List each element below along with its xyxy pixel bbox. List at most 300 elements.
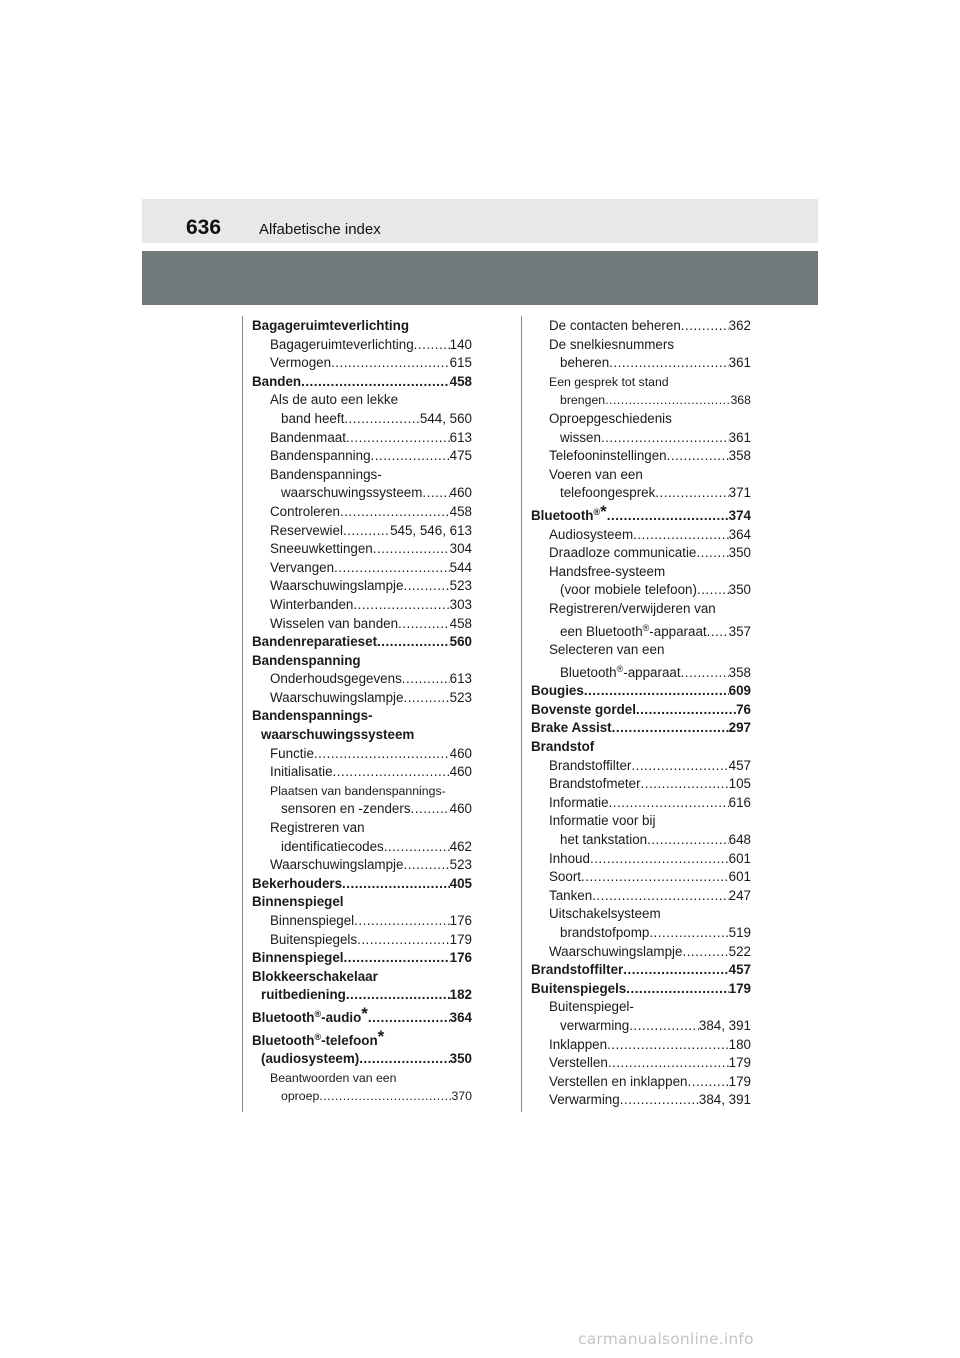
page-reference: 368 [730,393,751,408]
index-entry [531,641,751,660]
page-reference: 362 [728,318,751,333]
index-term [270,467,382,482]
page-reference: 462 [449,838,472,854]
index-entry [252,800,472,819]
page-reference: 357 [728,623,751,639]
dot-leader [344,949,450,968]
index-entry [531,961,751,980]
index-term [281,800,411,819]
index-term [252,949,344,968]
index-term-text: Bougies [531,683,584,699]
index-term [549,868,581,887]
index-term-text: Reservewiel [270,522,343,538]
index-term-text: identificatiecodes [281,838,384,854]
index-term-text: Audiosysteem [549,526,634,542]
dot-leader [681,317,729,336]
index-term-text: (audiosysteem) [261,1051,360,1067]
index-entry [252,838,472,857]
index-term [549,1091,620,1110]
index-entry [252,856,472,875]
dot-leader [605,391,730,410]
index-term [270,429,346,448]
index-term-text: Verstellen [549,1055,608,1071]
index-term [549,467,643,482]
page-reference: 648 [728,832,751,848]
dot-leader [682,943,728,962]
index-term-suffix: -audio [321,1009,362,1025]
page-reference: 560 [449,634,472,650]
index-term-text: Buitenspiegels [531,980,627,996]
index-term [549,887,592,906]
index-term [549,337,674,352]
index-entry [252,447,472,466]
index-term-text: band heeft [281,410,345,426]
index-term [560,1017,629,1036]
page-reference: 384, 391 [698,1092,751,1108]
page-reference: 460 [449,764,472,780]
index-term [270,596,353,615]
page-reference: 358 [728,448,751,464]
dot-leader [647,831,729,850]
index-term [531,682,584,701]
page-reference: 179 [728,1073,751,1089]
page-number: 636 [186,216,222,239]
index-term [270,670,402,689]
index-entry [531,980,751,999]
page-reference: 457 [728,757,751,773]
dot-leader [353,596,449,615]
index-term [549,526,633,545]
page-reference: 523 [449,857,472,873]
index-term-text: Oproepgeschiedenis [549,410,672,426]
dot-leader [655,484,728,503]
index-term-text: Bekerhouders [252,875,343,891]
index-entry [531,429,751,448]
index-term-text: Voeren van een [549,466,643,482]
index-term-text: Bandenreparatieset [252,634,378,650]
index-entry [252,1028,472,1051]
index-term [549,906,661,921]
index-term-text: Blokkeerschakelaar [252,968,378,984]
dot-leader [581,868,729,887]
index-term-text: Als de auto een lekke [270,392,399,408]
index-term-text: oproep [281,1089,320,1104]
index-entry [531,924,751,943]
dot-leader [403,856,449,875]
page-reference: 609 [728,683,751,699]
index-term [270,559,334,578]
index-entry [252,354,472,373]
index-entry [531,503,751,526]
page-reference: 76 [736,701,751,717]
index-term [549,447,667,466]
index-entry [252,317,472,336]
index-term [270,784,446,798]
index-entry [531,868,751,887]
registered-mark: ® [314,1031,322,1042]
dot-leader [629,1017,699,1036]
index-term-text: Waarschuwingslampje [270,578,404,594]
registered-mark: ® [616,663,624,674]
title-band [142,251,818,305]
index-entry [531,581,751,600]
index-term-text: Controleren [270,503,340,519]
page-reference: 247 [728,887,751,903]
index-entry [252,782,472,801]
index-entry [531,1017,751,1036]
index-term [270,931,357,950]
index-entry [252,912,472,931]
dot-leader [633,526,729,545]
index-entry [252,484,472,503]
index-term [549,375,669,389]
page-reference: 615 [449,355,472,371]
index-term [270,577,403,596]
dot-leader [384,838,450,857]
registered-mark: ® [314,1008,322,1019]
index-entry [531,619,751,642]
index-term [560,354,609,373]
page-reference: 458 [449,503,472,519]
page-reference: 371 [728,485,751,501]
index-term-text: Bagageruimteverlichting [252,318,410,333]
index-term-text: Buitenspiegel- [549,999,634,1015]
dot-leader [687,1073,728,1092]
index-term-suffix: -telefoon [321,1032,378,1048]
page-reference: 616 [728,794,751,810]
index-term-text: De snelkiesnummers [549,336,675,352]
dot-leader [359,1050,449,1069]
index-term-text: Inklappen [549,1036,608,1052]
index-entry [531,812,751,831]
index-entry [531,943,751,962]
index-term-text: Bluetooth [252,1009,315,1025]
page-reference: 176 [449,913,472,928]
dot-leader [354,912,450,931]
index-term-text: Bagageruimteverlichting [270,336,414,352]
index-term-text: Brandstoffilter [531,962,624,978]
index-term-text: Vervangen [270,559,335,575]
dot-leader [346,429,450,448]
index-term [531,719,612,738]
watermark: carmanualsonline.info [578,1330,754,1348]
header-bar [142,199,818,243]
index-entry [252,559,472,578]
dot-leader [649,924,728,943]
index-entry [531,447,751,466]
dot-leader [631,757,728,776]
index-term-text: Binnenspiegel [252,950,344,966]
index-term-text: Bandenspannings- [270,466,382,482]
index-entry [531,466,751,485]
registered-mark: ® [642,622,650,633]
index-term [252,708,373,723]
index-entry [252,652,472,671]
page-reference: 364 [449,1009,472,1025]
index-entry [531,794,751,813]
index-term-text: Registreren van [270,820,365,836]
dot-leader [609,794,729,813]
index-term [270,1071,396,1085]
index-term [261,986,346,1005]
page-reference: 384, 391 [698,1017,751,1033]
dot-leader [607,507,729,526]
index-column-left [252,317,472,1106]
dot-leader [414,336,450,355]
dot-leader [340,503,450,522]
index-term-text: Tanken [549,887,593,903]
index-term [531,701,636,720]
index-entry [252,931,472,950]
dot-leader [411,800,450,819]
index-entry [531,373,751,392]
dot-leader [601,429,729,448]
index-entry [531,317,751,336]
index-term [270,912,354,931]
index-term-text: het tankstation [560,832,648,848]
index-entry [531,1091,751,1110]
page-reference: 370 [451,1089,472,1104]
dot-leader [368,1009,450,1028]
index-term-text: ruitbediening [261,987,346,1003]
index-term [252,633,377,652]
page-reference: 613 [449,671,472,687]
dot-leader [333,763,450,782]
index-entry [252,893,472,912]
index-entry [252,707,472,726]
dot-leader [608,1054,729,1073]
index-term-text: brengen [560,393,606,408]
dot-leader [623,961,728,980]
index-term-text: Brake Assist [531,720,612,736]
dot-leader [314,745,450,764]
index-term-suffix: -apparaat [623,664,681,680]
index-term [549,317,681,336]
index-term [549,411,672,426]
index-entry [252,726,472,745]
index-term [252,373,301,392]
index-entry [531,682,751,701]
index-entry [252,336,472,355]
dot-leader [342,875,450,894]
page-reference: 350 [449,1051,472,1067]
index-term [560,484,655,503]
index-term [270,615,398,634]
dot-leader [403,577,449,596]
page-reference: 297 [728,720,751,736]
index-term-text: Brandstofmeter [549,776,641,792]
index-term [560,581,697,600]
index-term-text: telefoongesprek [560,485,656,501]
index-entry [252,1005,472,1028]
index-term [252,1026,385,1048]
page-reference: 361 [728,355,751,371]
dot-leader [373,540,450,559]
index-term-text: sensoren en -zenders [281,801,411,817]
dot-leader [607,1036,729,1055]
page-reference: 182 [449,987,472,1003]
index-entry [531,391,751,410]
index-term [549,850,590,869]
index-entry [531,544,751,563]
dot-leader [592,887,728,906]
index-term-text: Functie [270,745,314,761]
index-entry [531,998,751,1017]
page-reference: 179 [728,1055,751,1071]
index-term [281,410,344,429]
dot-leader [398,615,450,634]
index-term [531,961,623,980]
page-reference: 374 [728,507,751,523]
index-entry [531,1036,751,1055]
page-reference: 460 [449,485,472,501]
index-term [549,1073,687,1092]
index-term [270,689,403,708]
index-term [281,1087,319,1106]
index-entry [252,540,472,559]
index-term [281,838,384,857]
index-term [549,775,641,794]
dot-leader [371,447,450,466]
index-entry [252,763,472,782]
page-reference: 545, 546, 613 [390,522,472,538]
column-rule-left [242,316,243,1112]
page-reference: 180 [728,1036,751,1052]
index-term [252,969,378,984]
dot-leader [681,664,729,683]
registered-mark: ® [593,506,601,517]
index-entry [531,775,751,794]
index-term-text: brandstofpomp [560,925,650,940]
index-term [560,660,681,683]
page-reference: 350 [728,582,751,598]
index-term [531,503,607,526]
index-entry [252,503,472,522]
index-term-text: Draadloze communicatie [549,545,697,561]
index-term [549,1054,608,1073]
index-term-text: verwarming [560,1017,630,1033]
page-reference: 475 [449,448,472,464]
index-entry [531,757,751,776]
index-entry [531,410,751,429]
index-entry [252,522,472,541]
page-reference: 519 [728,925,751,940]
index-entry [531,526,751,545]
page-reference: 105 [728,776,751,792]
index-term [560,831,647,850]
index-term [270,745,314,764]
footnote-asterisk: * [600,501,607,521]
page-reference: 364 [728,526,751,542]
dot-leader [609,354,729,373]
index-term-text: Buitenspiegels [270,931,358,947]
dot-leader [697,581,729,600]
index-term-text: Een gesprek tot stand [549,374,669,389]
index-term-text: Initialisatie [270,764,333,780]
index-term [261,1050,359,1069]
index-term-text: Binnenspiegel [252,894,344,910]
index-entry [531,1073,751,1092]
index-term [270,336,414,355]
footnote-asterisk: * [361,1003,368,1023]
index-entry [252,745,472,764]
page-reference: 613 [449,429,472,445]
index-term-text: Verwarming [549,1092,620,1108]
index-entry [252,875,472,894]
index-entry [252,429,472,448]
index-term-text: Brandstoffilter [549,757,632,773]
index-entry [252,615,472,634]
index-entry [531,600,751,619]
page-reference: 176 [449,950,472,966]
index-entry [252,689,472,708]
index-entry [531,905,751,924]
index-term [252,894,344,909]
page-reference: 522 [728,943,751,959]
index-term-text: Banden [252,373,302,389]
index-term-text: Bandenspanning [252,652,361,668]
index-term-text: Brandstof [531,739,595,755]
index-term [270,447,371,466]
index-entry [531,719,751,738]
index-term [270,763,333,782]
index-term-text: Handsfree-systeem [549,563,666,579]
index-entry [252,968,472,987]
index-term-text: Vermogen [270,355,332,371]
index-term [531,739,594,754]
index-entry [252,670,472,689]
index-term [549,794,609,813]
index-entry [531,850,751,869]
dot-leader [357,931,450,950]
index-term-text: Beantwoorden van een [270,1070,397,1085]
dot-leader [707,623,729,642]
index-entry [531,831,751,850]
page-reference: 544, 560 [419,410,472,426]
index-term-text: Informatie [549,794,609,810]
dot-leader [696,544,728,563]
index-term-text: Selecteren van een [549,642,665,658]
index-entry [531,484,751,503]
dot-leader [636,701,736,720]
index-term-text: (voor mobiele telefoon) [560,582,697,598]
dot-leader [346,986,450,1005]
index-entry [252,596,472,615]
index-entry [252,986,472,1005]
index-term-text: Bandenspannings- [252,708,373,724]
index-term [560,924,649,943]
dot-leader [584,682,729,701]
index-entry [252,949,472,968]
index-term-text: Onderhoudsgegevens [270,671,402,687]
index-term [270,392,398,407]
index-term-text: Waarschuwingslampje [270,689,404,705]
column-rule-right [521,316,522,1112]
index-term [270,856,403,875]
dot-leader [344,410,420,429]
index-term-text: Bluetooth [560,664,617,680]
index-term [531,980,626,999]
page-reference: 140 [449,336,472,352]
dot-leader [402,670,450,689]
dot-leader [334,559,450,578]
index-term-text: waarschuwingssysteem [281,485,423,501]
index-column-right [531,317,751,1110]
index-entry [531,1054,751,1073]
index-term [270,522,343,541]
index-term [549,813,655,828]
index-term-text: Telefooninstellingen [549,448,667,464]
